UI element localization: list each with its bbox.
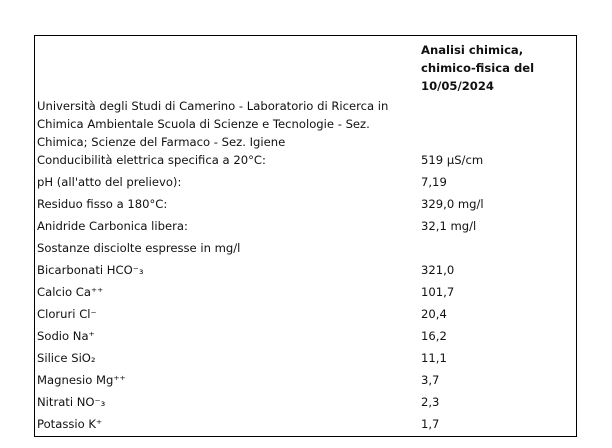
row-label: Conducibilità elettrica specifica a 20°C: bbox=[37, 153, 266, 167]
row-value: 1,7 bbox=[421, 417, 440, 431]
row-value: 519 µS/cm bbox=[421, 153, 484, 167]
row-label: Anidride Carbonica libera: bbox=[37, 219, 188, 233]
table-row bbox=[35, 347, 576, 369]
row-label: Sostanze disciolte espresse in mg/l bbox=[37, 241, 241, 255]
table-row bbox=[35, 237, 576, 259]
analysis-table bbox=[34, 35, 577, 437]
table-row bbox=[35, 281, 576, 303]
row-label: Residuo fisso a 180°C: bbox=[37, 197, 168, 211]
row-label: Calcio Ca⁺⁺ bbox=[37, 285, 104, 299]
table-row bbox=[35, 215, 576, 237]
table-row bbox=[35, 413, 576, 435]
row-value: 16,2 bbox=[421, 329, 447, 343]
row-value: 11,1 bbox=[421, 351, 447, 365]
row-value: 321,0 bbox=[421, 263, 455, 277]
row-value: 3,7 bbox=[421, 373, 440, 387]
row-value: 2,3 bbox=[421, 395, 440, 409]
analysis-title: Analisi chimica, chimico-fisica del 10/05/2024 bbox=[421, 43, 535, 93]
table-row bbox=[35, 259, 576, 281]
row-label: Bicarbonati HCO⁻₃ bbox=[37, 263, 144, 277]
table-row bbox=[35, 369, 576, 391]
row-label: Nitrati NO⁻₃ bbox=[37, 395, 106, 409]
row-label: Sodio Na⁺ bbox=[37, 329, 95, 343]
header-row bbox=[35, 36, 576, 94]
table-row bbox=[35, 171, 576, 193]
row-value: 20,4 bbox=[421, 307, 447, 321]
laboratory-source: Università degli Studi di Camerino - Laboratorio di Ricerca in Chimica Ambientale Scuola di Scienze e Tecnologie - Sez. Chimica; Scienze del Farmaco - Sez. Igiene bbox=[37, 99, 389, 149]
table-row bbox=[35, 325, 576, 347]
row-label: Potassio K⁺ bbox=[37, 417, 103, 431]
table-row bbox=[35, 149, 576, 171]
row-value: 32,1 mg/l bbox=[421, 219, 477, 233]
row-value: 101,7 bbox=[421, 285, 455, 299]
source-row bbox=[35, 94, 576, 149]
row-value: 7,19 bbox=[421, 175, 447, 189]
row-label: Silice SiO₂ bbox=[37, 351, 96, 365]
table-row bbox=[35, 303, 576, 325]
row-label: Cloruri Cl⁻ bbox=[37, 307, 97, 321]
table-row bbox=[35, 193, 576, 215]
row-label: pH (all'atto del prelievo): bbox=[37, 175, 182, 189]
row-value: 329,0 mg/l bbox=[421, 197, 484, 211]
row-label: Magnesio Mg⁺⁺ bbox=[37, 373, 126, 387]
table-row bbox=[35, 391, 576, 413]
